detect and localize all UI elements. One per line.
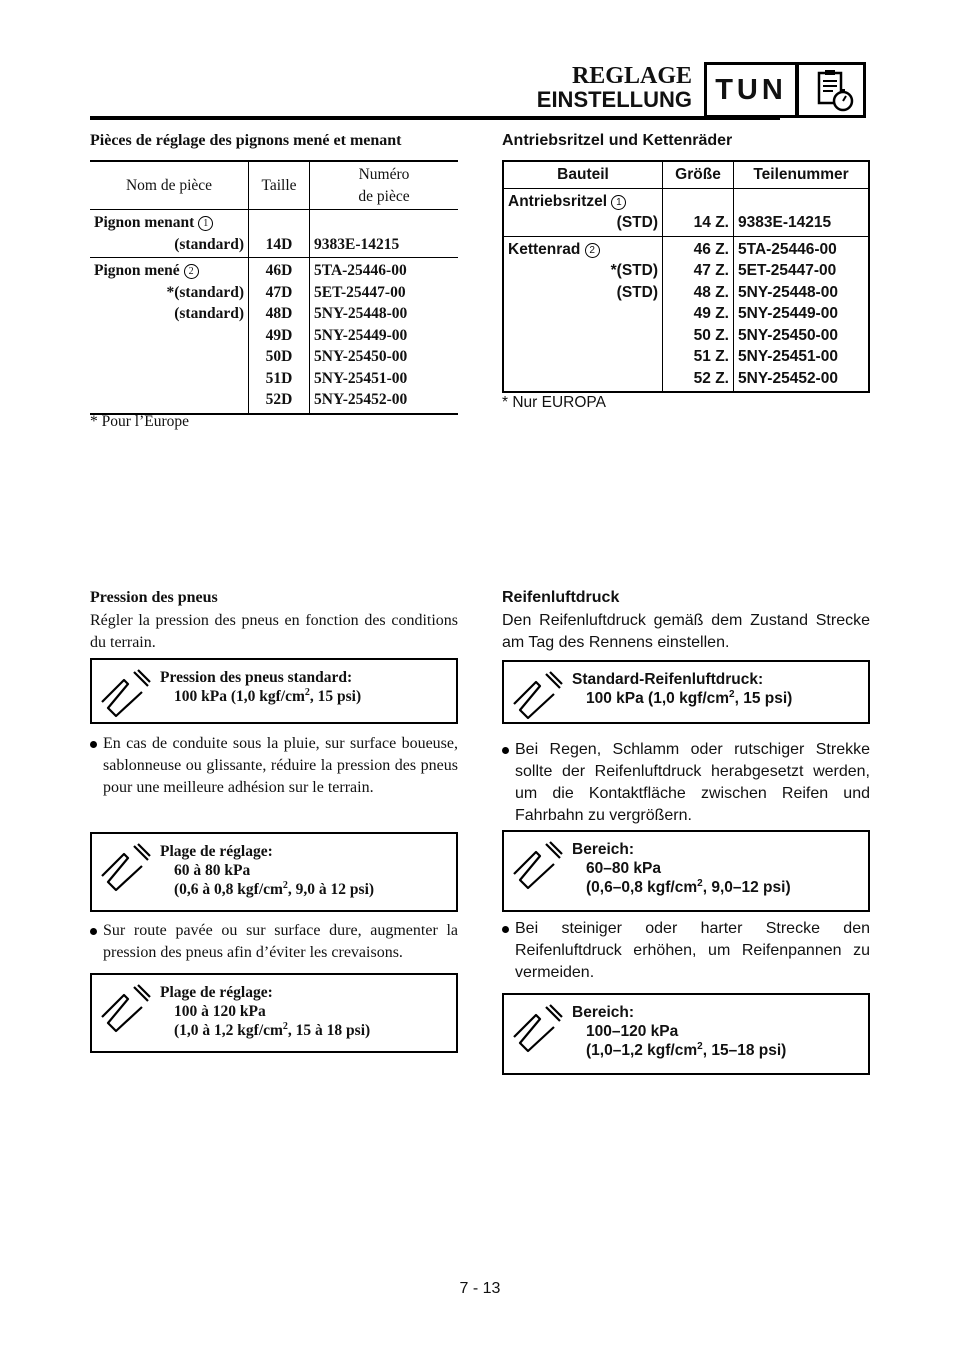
parts-list (310, 258, 459, 414)
list-item: 47 Z. (693, 262, 729, 279)
callout-1: 1 (198, 216, 213, 231)
spec-box-standard-de: Standard-Reifenluftdruck: 100 kPa (1,0 kgf/$cm^2$, 15 psi) (502, 660, 870, 724)
sizes-list (663, 236, 734, 392)
wrench-gauge-icon (94, 838, 154, 898)
wrench-gauge-icon (506, 666, 566, 726)
bullet-item: Bei steiniger oder harter Strecke den Reifenluftdruck erhöhen, um Reifenpannen zu vermeiden. (502, 918, 870, 984)
list-item: 48 Z. (693, 283, 729, 301)
spec-box-range-low-fr: Plage de réglage: 60 à 80 kPa (0,6 à 0,8 kgf/$cm^2$, 9,0 à 12 psi) (90, 832, 458, 912)
list-item: 47D (265, 283, 293, 301)
bullet-item: Sur route pavée ou sur surface dure, augmenter la pression des pneus afin d’éviter les crevaisons. (90, 920, 458, 964)
sprocket-table-de (502, 160, 870, 393)
list-item: 51 Z. (693, 348, 729, 365)
tire-title-fr: Pression des pneus (90, 589, 218, 606)
list-item: 5NY-25452-00 (738, 369, 838, 387)
section-title (537, 64, 692, 112)
list-item: 48D (265, 305, 293, 322)
wrench-gauge-icon (94, 664, 154, 724)
list-item: 5NY-25452-00 (314, 391, 408, 408)
bullet-item: En cas de conduite sous la pluie, sur surface boueuse, sablonneuse ou glissante, réduire la pression des pneus pour une meilleure adhésion sur le terrain. (90, 733, 458, 799)
list-item: 5NY-25448-00 (314, 305, 408, 322)
section-title-fr: REGLAGE (571, 63, 692, 89)
tire-intro-fr: Régler la pression des pneus en fonction des conditions du terrain. (90, 612, 458, 651)
list-item: 5ET-25447-00 (738, 262, 837, 279)
spec-box-standard-fr: Pression des pneus standard: 100 kPa (1,0 kgf/$cm^2$, 15 psi) (90, 658, 458, 724)
table-row: Pignon menant 1 (standard) 14D 9383E-14215 (90, 210, 458, 258)
sizes-list (249, 258, 310, 414)
spec-box-range-high-fr: Plage de réglage: 100 à 120 kPa (1,0 à 1,2 kgf/$cm^2$, 15 à 18 psi) (90, 973, 458, 1053)
col-header-part: Teilenummer (734, 161, 870, 188)
footnote-fr: * Pour l’Europe (90, 413, 190, 430)
table-row: Antriebsritzel 1 (STD) 14 Z. 9383E-14215 (503, 188, 869, 236)
tire-intro-de: Den Reifenluftdruck gemäß dem Zustand Strecke am Tag des Rennens einstellen. (502, 612, 870, 651)
list-item: 5NY-25449-00 (314, 326, 408, 344)
list-item: 49 Z. (693, 305, 729, 322)
list-item: 5NY-25451-00 (314, 369, 408, 387)
wrench-gauge-icon (506, 999, 566, 1059)
header-rule (90, 116, 780, 120)
list-item: 5ET-25447-00 (314, 283, 406, 301)
list-item: 52D (265, 391, 293, 408)
page-number: 7 - 13 (459, 1280, 501, 1297)
list-item: 5NY-25449-00 (738, 305, 838, 322)
col-header-name: Bauteil (503, 161, 663, 188)
section-title-de: EINSTELLUNG (536, 87, 692, 112)
col-header-size: Taille (249, 161, 310, 210)
callout-1: 1 (611, 195, 626, 210)
spec-box-range-low-de: Bereich: 60–80 kPa (0,6–0,8 kgf/$cm^2$, 9,0–12 psi) (502, 830, 870, 912)
list-item: 49D (265, 326, 293, 344)
list-item: 5NY-25450-00 (314, 348, 408, 365)
sprocket-title-de: Antriebsritzel und Kettenräder (502, 132, 733, 149)
col-header-part: Numéro de pièce (310, 161, 459, 210)
callout-2: 2 (585, 243, 600, 258)
list-item: 50 Z. (693, 326, 729, 344)
table-row: Kettenrad 2 *(STD) (STD) 46 Z. 47 Z. 48 Z. 49 Z. 50 Z. 51 Z. 52 Z. 5TA-25446-00 5ET-25447-00 5NY-25448-00 5NY-25449-00 5NY-25450-00 5NY-25451-00 5NY-25452-00 (503, 236, 869, 392)
list-item: 5NY-25451-00 (738, 348, 838, 365)
list-item: 5TA-25446-00 (738, 240, 837, 258)
tire-title-de: Reifenluftdruck (502, 589, 620, 606)
spec-box-range-high-de: Bereich: 100–120 kPa (1,0–1,2 kgf/$cm^2$, 15–18 psi) (502, 993, 870, 1075)
sprocket-title-fr: Pièces de réglage des pignons mené et menant (90, 132, 402, 149)
sprocket-table-fr (90, 160, 458, 415)
callout-2: 2 (184, 264, 199, 279)
list-item: 5NY-25448-00 (738, 283, 838, 301)
clipboard-stopwatch-icon (796, 62, 866, 118)
wrench-gauge-icon (94, 979, 154, 1039)
list-item: 50D (265, 348, 293, 365)
list-item: 51D (265, 369, 293, 387)
list-item: 52 Z. (693, 369, 729, 387)
col-header-size: Größe (663, 161, 734, 188)
list-item: 5TA-25446-00 (314, 262, 407, 279)
table-row: Pignon mené 2 *(standard) (standard) 46D 47D 48D 49D 50D 51D 52D 5TA-25446-00 5ET-25447-00 5NY-25448-00 5NY-25449-00 5NY-25450-00 5NY-25451-00 5NY-25452-00 (90, 258, 458, 414)
parts-list (734, 236, 870, 392)
list-item: 46 Z. (693, 240, 729, 258)
footnote-de: * Nur EUROPA (502, 394, 606, 411)
col-header-name: Nom de pièce (90, 161, 249, 210)
section-code-badge: TUN (704, 62, 798, 118)
wrench-gauge-icon (506, 836, 566, 896)
list-item: 5NY-25450-00 (738, 326, 838, 344)
bullet-item: Bei Regen, Schlamm oder rutschiger Strekke sollte der Reifenluftdruck herabgesetzt werden, um die Kontaktfläche zwischen Reifen und Fahrbahn zu vergrößern. (502, 739, 870, 827)
list-item: 46D (265, 262, 293, 279)
